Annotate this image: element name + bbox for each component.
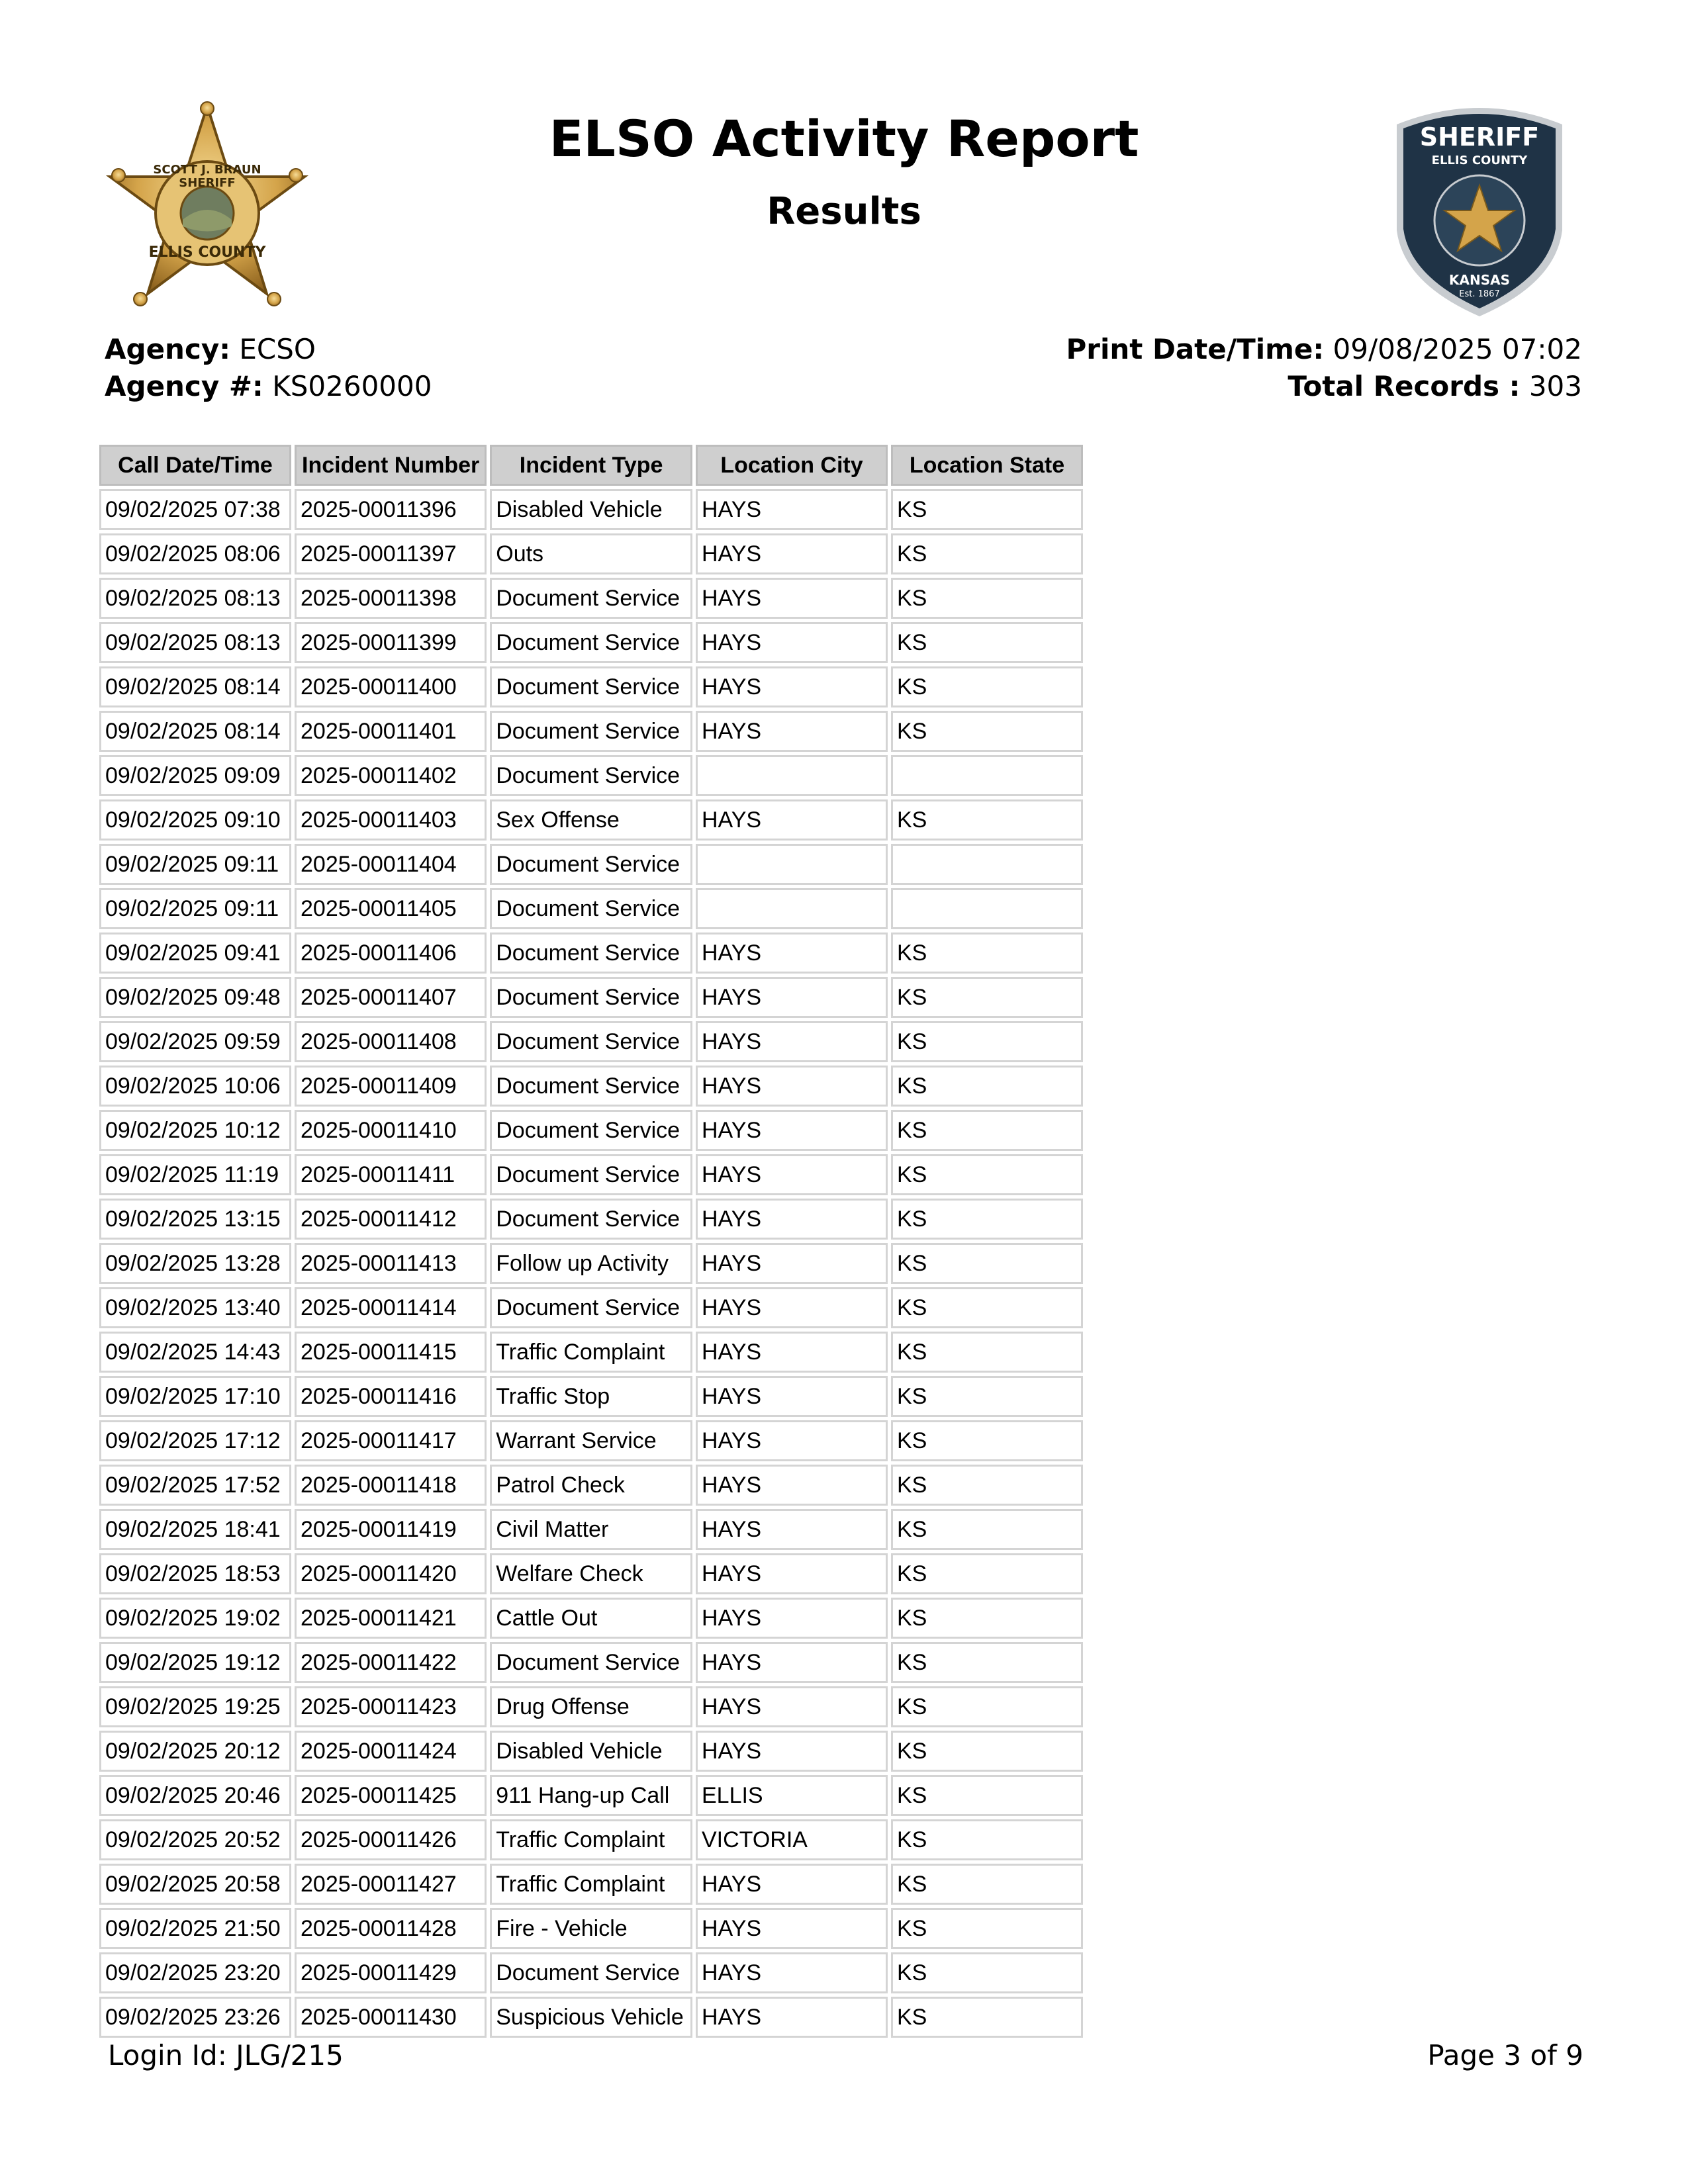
location-city-cell: HAYS	[696, 1110, 888, 1151]
location-state-cell: KS	[891, 1332, 1083, 1373]
location-city-cell: HAYS	[696, 1553, 888, 1594]
incident-type-cell: Traffic Stop	[490, 1376, 692, 1417]
location-state-cell: KS	[891, 1287, 1083, 1328]
incident-type-cell: Document Service	[490, 1199, 692, 1240]
incident-number-cell: 2025-00011402	[295, 755, 487, 796]
call-datetime-cell: 09/02/2025 17:10	[99, 1376, 291, 1417]
call-datetime-cell: 09/02/2025 09:11	[99, 844, 291, 885]
location-city-cell: HAYS	[696, 1199, 888, 1240]
svg-text:ELLIS COUNTY: ELLIS COUNTY	[148, 244, 266, 261]
svg-text:SCOTT J. BRAUN: SCOTT J. BRAUN	[153, 163, 261, 177]
incident-type-cell: Document Service	[490, 844, 692, 885]
incident-number-cell: 2025-00011404	[295, 844, 487, 885]
location-city-cell: HAYS	[696, 1509, 888, 1550]
svg-text:SHERIFF: SHERIFF	[179, 176, 236, 190]
incident-type-cell: Document Service	[490, 1066, 692, 1107]
print-datetime-line	[1066, 331, 1582, 368]
incident-number-cell: 2025-00011425	[295, 1775, 487, 1816]
location-state-cell	[891, 755, 1083, 796]
table-row	[99, 489, 1083, 530]
incident-type-cell: Document Service	[490, 1287, 692, 1328]
incident-type-cell: Suspicious Vehicle	[490, 1997, 692, 2038]
table-row	[99, 1509, 1083, 1550]
incident-type-cell: Traffic Complaint	[490, 1332, 692, 1373]
location-state-cell: KS	[891, 1952, 1083, 1993]
location-state-cell: KS	[891, 666, 1083, 707]
location-state-cell: KS	[891, 578, 1083, 619]
incident-number-cell: 2025-00011407	[295, 977, 487, 1018]
table-row	[99, 1066, 1083, 1107]
location-city-cell	[696, 844, 888, 885]
table-row	[99, 1199, 1083, 1240]
location-state-cell: KS	[891, 1908, 1083, 1949]
incident-type-cell: Document Service	[490, 1154, 692, 1195]
incident-number-cell: 2025-00011413	[295, 1243, 487, 1284]
location-state-cell: KS	[891, 1731, 1083, 1772]
location-state-cell: KS	[891, 1154, 1083, 1195]
incident-number-cell: 2025-00011424	[295, 1731, 487, 1772]
incident-type-cell: Disabled Vehicle	[490, 489, 692, 530]
location-city-cell: HAYS	[696, 489, 888, 530]
location-state-cell: KS	[891, 1021, 1083, 1062]
location-state-cell: KS	[891, 1110, 1083, 1151]
call-datetime-cell: 09/02/2025 18:53	[99, 1553, 291, 1594]
incident-number-cell: 2025-00011427	[295, 1864, 487, 1905]
location-city-cell: HAYS	[696, 977, 888, 1018]
location-city-cell: HAYS	[696, 1420, 888, 1461]
incident-type-cell: Disabled Vehicle	[490, 1731, 692, 1772]
location-city-cell: HAYS	[696, 711, 888, 752]
svg-text:SHERIFF: SHERIFF	[1419, 122, 1540, 152]
call-datetime-cell: 09/02/2025 11:19	[99, 1154, 291, 1195]
call-datetime-cell: 09/02/2025 10:06	[99, 1066, 291, 1107]
call-datetime-cell: 09/02/2025 08:14	[99, 711, 291, 752]
call-datetime-cell: 09/02/2025 19:12	[99, 1642, 291, 1683]
incident-number-cell: 2025-00011414	[295, 1287, 487, 1328]
table-row	[99, 1110, 1083, 1151]
table-row	[99, 1686, 1083, 1727]
table-row	[99, 755, 1083, 796]
incident-type-cell: Document Service	[490, 622, 692, 663]
location-state-cell: KS	[891, 1376, 1083, 1417]
incident-type-cell: Document Service	[490, 1110, 692, 1151]
incident-number-cell: 2025-00011420	[295, 1553, 487, 1594]
incident-number-cell: 2025-00011417	[295, 1420, 487, 1461]
location-city-cell: HAYS	[696, 1376, 888, 1417]
table-row	[99, 933, 1083, 974]
incident-type-cell: 911 Hang-up Call	[490, 1775, 692, 1816]
call-datetime-cell: 09/02/2025 23:26	[99, 1997, 291, 2038]
call-datetime-cell: 09/02/2025 19:25	[99, 1686, 291, 1727]
location-state-cell: KS	[891, 933, 1083, 974]
total-records-value: 303	[1528, 370, 1582, 402]
location-state-cell: KS	[891, 1243, 1083, 1284]
print-datetime-value: 09/08/2025 07:02	[1333, 333, 1582, 365]
sheriff-shield-logo	[1390, 98, 1569, 320]
incident-number-cell: 2025-00011406	[295, 933, 487, 974]
location-state-cell: KS	[891, 977, 1083, 1018]
incident-number-cell: 2025-00011412	[295, 1199, 487, 1240]
table-row	[99, 1420, 1083, 1461]
agency-info	[105, 331, 432, 405]
call-datetime-cell: 09/02/2025 09:59	[99, 1021, 291, 1062]
incident-number-cell: 2025-00011396	[295, 489, 487, 530]
login-id: Login Id: JLG/215	[108, 2039, 344, 2071]
incident-type-cell: Sex Offense	[490, 799, 692, 841]
table-row	[99, 799, 1083, 841]
agency-value: ECSO	[239, 333, 316, 365]
call-datetime-cell: 09/02/2025 17:52	[99, 1465, 291, 1506]
incident-type-cell: Fire - Vehicle	[490, 1908, 692, 1949]
print-info	[1066, 331, 1582, 405]
agency-number-label: Agency #:	[105, 370, 263, 402]
incident-number-cell: 2025-00011411	[295, 1154, 487, 1195]
incident-number-cell: 2025-00011398	[295, 578, 487, 619]
call-datetime-cell: 09/02/2025 13:40	[99, 1287, 291, 1328]
incident-number-cell: 2025-00011422	[295, 1642, 487, 1683]
table-row	[99, 533, 1083, 574]
table-row	[99, 1997, 1083, 2038]
location-state-cell: KS	[891, 1642, 1083, 1683]
location-state-cell: KS	[891, 1864, 1083, 1905]
column-header-incident-type: Incident Type	[490, 445, 692, 486]
location-city-cell: HAYS	[696, 1997, 888, 2038]
table-row	[99, 1376, 1083, 1417]
incident-number-cell: 2025-00011426	[295, 1819, 487, 1860]
location-city-cell: HAYS	[696, 1332, 888, 1373]
incident-type-cell: Civil Matter	[490, 1509, 692, 1550]
column-header-location-state: Location State	[891, 445, 1083, 486]
table-row	[99, 1243, 1083, 1284]
location-state-cell: KS	[891, 622, 1083, 663]
call-datetime-cell: 09/02/2025 07:38	[99, 489, 291, 530]
location-city-cell: HAYS	[696, 578, 888, 619]
incident-number-cell: 2025-00011421	[295, 1598, 487, 1639]
incident-type-cell: Traffic Complaint	[490, 1819, 692, 1860]
table-row	[99, 1287, 1083, 1328]
call-datetime-cell: 09/02/2025 18:41	[99, 1509, 291, 1550]
location-state-cell: KS	[891, 489, 1083, 530]
call-datetime-cell: 09/02/2025 10:12	[99, 1110, 291, 1151]
table-row	[99, 1598, 1083, 1639]
incident-number-cell: 2025-00011401	[295, 711, 487, 752]
table-header-row	[99, 445, 1083, 486]
location-state-cell: KS	[891, 1066, 1083, 1107]
table-row	[99, 1642, 1083, 1683]
location-city-cell	[696, 888, 888, 929]
table-row	[99, 1731, 1083, 1772]
location-state-cell: KS	[891, 1686, 1083, 1727]
total-records-line	[1066, 368, 1582, 405]
location-city-cell: HAYS	[696, 933, 888, 974]
location-city-cell: HAYS	[696, 1731, 888, 1772]
table-row	[99, 888, 1083, 929]
incident-number-cell: 2025-00011400	[295, 666, 487, 707]
location-state-cell: KS	[891, 1199, 1083, 1240]
incident-number-cell: 2025-00011416	[295, 1376, 487, 1417]
incident-type-cell: Document Service	[490, 1642, 692, 1683]
incident-number-cell: 2025-00011408	[295, 1021, 487, 1062]
incident-type-cell: Document Service	[490, 977, 692, 1018]
call-datetime-cell: 09/02/2025 08:14	[99, 666, 291, 707]
agency-line	[105, 331, 432, 368]
column-header-incident-number: Incident Number	[295, 445, 487, 486]
incident-type-cell: Cattle Out	[490, 1598, 692, 1639]
incident-number-cell: 2025-00011430	[295, 1997, 487, 2038]
call-datetime-cell: 09/02/2025 08:13	[99, 578, 291, 619]
location-city-cell: HAYS	[696, 1243, 888, 1284]
table-row	[99, 1021, 1083, 1062]
call-datetime-cell: 09/02/2025 13:28	[99, 1243, 291, 1284]
incident-number-cell: 2025-00011428	[295, 1908, 487, 1949]
call-datetime-cell: 09/02/2025 08:13	[99, 622, 291, 663]
location-city-cell: VICTORIA	[696, 1819, 888, 1860]
location-state-cell	[891, 844, 1083, 885]
total-records-label: Total Records :	[1288, 370, 1521, 402]
print-datetime-label: Print Date/Time:	[1066, 333, 1325, 365]
incident-number-cell: 2025-00011419	[295, 1509, 487, 1550]
location-state-cell: KS	[891, 1420, 1083, 1461]
call-datetime-cell: 09/02/2025 13:15	[99, 1199, 291, 1240]
incident-type-cell: Document Service	[490, 1952, 692, 1993]
svg-text:KANSAS: KANSAS	[1448, 272, 1511, 288]
location-state-cell: KS	[891, 1598, 1083, 1639]
call-datetime-cell: 09/02/2025 09:48	[99, 977, 291, 1018]
incident-number-cell: 2025-00011410	[295, 1110, 487, 1151]
incident-number-cell: 2025-00011429	[295, 1952, 487, 1993]
location-state-cell: KS	[891, 1775, 1083, 1816]
location-state-cell: KS	[891, 1997, 1083, 2038]
incident-number-cell: 2025-00011423	[295, 1686, 487, 1727]
location-city-cell: HAYS	[696, 1465, 888, 1506]
call-datetime-cell: 09/02/2025 20:46	[99, 1775, 291, 1816]
column-header-location-city: Location City	[696, 445, 888, 486]
incident-type-cell: Document Service	[490, 755, 692, 796]
incident-type-cell: Document Service	[490, 933, 692, 974]
report-title: ELSO Activity Report	[549, 109, 1139, 168]
table-row	[99, 711, 1083, 752]
location-city-cell: HAYS	[696, 1154, 888, 1195]
call-datetime-cell: 09/02/2025 09:41	[99, 933, 291, 974]
table-row	[99, 622, 1083, 663]
incident-type-cell: Follow up Activity	[490, 1243, 692, 1284]
page-number: Page 3 of 9	[1427, 2039, 1583, 2071]
call-datetime-cell: 09/02/2025 23:20	[99, 1952, 291, 1993]
location-city-cell: HAYS	[696, 1598, 888, 1639]
location-city-cell: HAYS	[696, 1908, 888, 1949]
column-header-call-datetime: Call Date/Time	[99, 445, 291, 486]
incident-number-cell: 2025-00011409	[295, 1066, 487, 1107]
table-row	[99, 844, 1083, 885]
location-city-cell: HAYS	[696, 1686, 888, 1727]
location-state-cell: KS	[891, 1553, 1083, 1594]
table-row	[99, 1332, 1083, 1373]
call-datetime-cell: 09/02/2025 20:58	[99, 1864, 291, 1905]
location-city-cell: HAYS	[696, 1066, 888, 1107]
location-state-cell: KS	[891, 1819, 1083, 1860]
call-datetime-cell: 09/02/2025 09:09	[99, 755, 291, 796]
call-datetime-cell: 09/02/2025 09:11	[99, 888, 291, 929]
table-row	[99, 1864, 1083, 1905]
location-state-cell: KS	[891, 799, 1083, 841]
call-datetime-cell: 09/02/2025 14:43	[99, 1332, 291, 1373]
table-row	[99, 1775, 1083, 1816]
agency-number-line	[105, 368, 432, 405]
table-row	[99, 578, 1083, 619]
table-row	[99, 666, 1083, 707]
incident-type-cell: Document Service	[490, 1021, 692, 1062]
incident-number-cell: 2025-00011399	[295, 622, 487, 663]
call-datetime-cell: 09/02/2025 21:50	[99, 1908, 291, 1949]
incident-type-cell: Warrant Service	[490, 1420, 692, 1461]
svg-text:ELLIS COUNTY: ELLIS COUNTY	[1431, 154, 1528, 167]
call-datetime-cell: 09/02/2025 17:12	[99, 1420, 291, 1461]
table-row	[99, 1553, 1083, 1594]
table-row	[99, 977, 1083, 1018]
incident-number-cell: 2025-00011415	[295, 1332, 487, 1373]
table-row	[99, 1908, 1083, 1949]
incident-type-cell: Patrol Check	[490, 1465, 692, 1506]
report-subtitle: Results	[767, 190, 921, 233]
incident-number-cell: 2025-00011403	[295, 799, 487, 841]
location-state-cell: KS	[891, 1509, 1083, 1550]
svg-text:Est. 1867: Est. 1867	[1459, 289, 1500, 299]
location-city-cell: HAYS	[696, 1952, 888, 1993]
incident-number-cell: 2025-00011405	[295, 888, 487, 929]
call-datetime-cell: 09/02/2025 19:02	[99, 1598, 291, 1639]
location-state-cell	[891, 888, 1083, 929]
call-datetime-cell: 09/02/2025 20:52	[99, 1819, 291, 1860]
location-state-cell: KS	[891, 1465, 1083, 1506]
location-city-cell: HAYS	[696, 1021, 888, 1062]
location-city-cell: HAYS	[696, 666, 888, 707]
location-city-cell: HAYS	[696, 799, 888, 841]
location-city-cell: HAYS	[696, 1287, 888, 1328]
incident-number-cell: 2025-00011418	[295, 1465, 487, 1506]
incident-type-cell: Document Service	[490, 711, 692, 752]
location-city-cell: HAYS	[696, 622, 888, 663]
incident-type-cell: Document Service	[490, 888, 692, 929]
table-row	[99, 1819, 1083, 1860]
agency-number-value: KS0260000	[272, 370, 432, 402]
table-row	[99, 1952, 1083, 1993]
agency-label: Agency:	[105, 333, 231, 365]
incident-type-cell: Traffic Complaint	[490, 1864, 692, 1905]
call-datetime-cell: 09/02/2025 20:12	[99, 1731, 291, 1772]
location-city-cell: ELLIS	[696, 1775, 888, 1816]
location-city-cell: HAYS	[696, 1642, 888, 1683]
incident-type-cell: Outs	[490, 533, 692, 574]
table-row	[99, 1465, 1083, 1506]
incident-type-cell: Document Service	[490, 666, 692, 707]
incident-number-cell: 2025-00011397	[295, 533, 487, 574]
incident-type-cell: Drug Offense	[490, 1686, 692, 1727]
incident-type-cell: Welfare Check	[490, 1553, 692, 1594]
location-city-cell	[696, 755, 888, 796]
call-datetime-cell: 09/02/2025 09:10	[99, 799, 291, 841]
location-city-cell: HAYS	[696, 533, 888, 574]
location-state-cell: KS	[891, 711, 1083, 752]
location-state-cell: KS	[891, 533, 1083, 574]
activity-table	[96, 441, 1086, 2041]
call-datetime-cell: 09/02/2025 08:06	[99, 533, 291, 574]
incident-type-cell: Document Service	[490, 578, 692, 619]
location-city-cell: HAYS	[696, 1864, 888, 1905]
table-row	[99, 1154, 1083, 1195]
